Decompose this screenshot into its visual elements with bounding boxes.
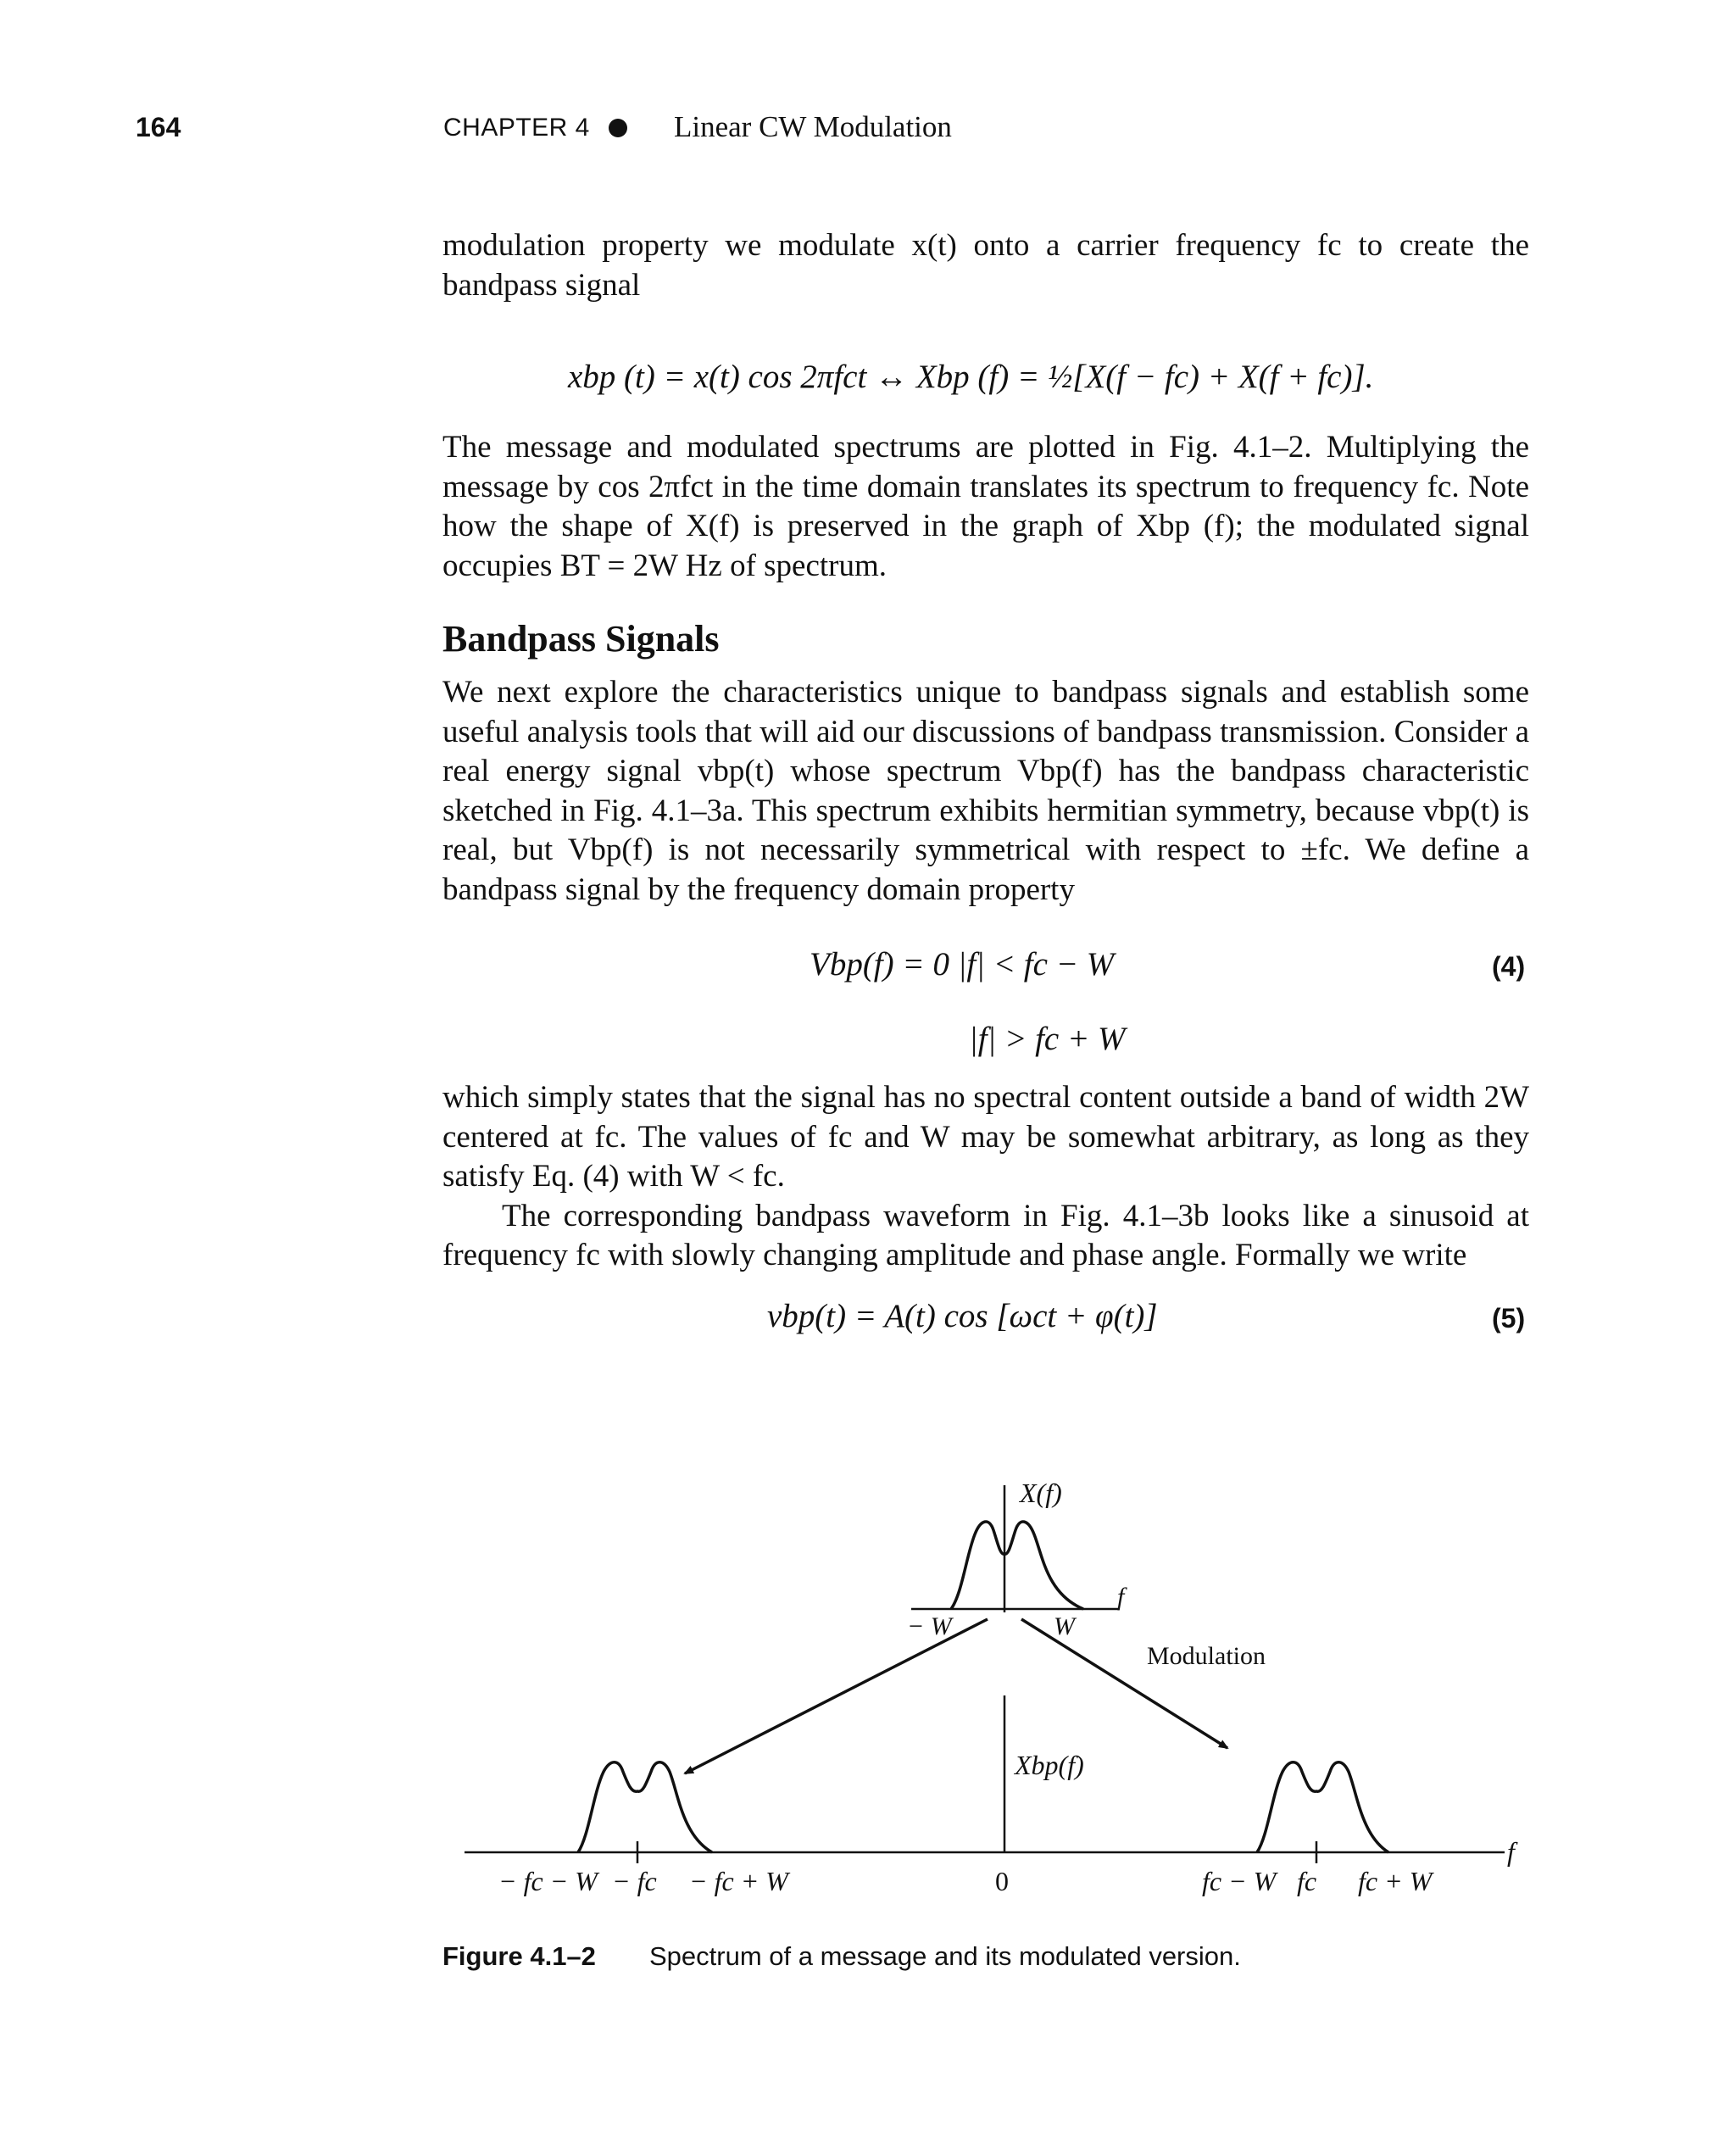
right-bandpass-spectrum-curve <box>1257 1762 1388 1852</box>
chapter-label: CHAPTER 4 <box>443 114 590 142</box>
label-neg-fc: − fc <box>612 1866 657 1896</box>
label-fc-minus-w: fc − W <box>1202 1866 1277 1896</box>
page-number: 164 <box>136 112 181 142</box>
paragraph-text-indented: The corresponding bandpass waveform in Fig. 4.1–3b looks like a sinusoid at frequency fc with slowly changing amplitude and phase angle. Formally we write <box>442 1198 1529 1272</box>
figure-caption-label: Figure 4.1–2 <box>442 1941 596 1971</box>
label-fc-plus-w: fc + W <box>1358 1866 1433 1896</box>
label-neg-fc-minus-w: − fc − W <box>498 1866 598 1896</box>
paragraph-text: The message and modulated spectrums are plotted in Fig. 4.1–2. Multiplying the message by cos 2πfct in the time domain translates its spectrum to frequency fc. Note how the shape of X(f) is preserved in the graph of Xbp (f); the modulated signal occupies BT = 2W Hz of spectrum. <box>442 430 1529 583</box>
paragraph-text: which simply states that the signal has no spectral content outside a band of width 2W centered at fc. The values of fc and W may be somewhat arbitrary, as long as they satisfy Eq. (4) with W < fc. <box>442 1080 1529 1194</box>
equation-4-line1: Vbp(f) = 0 |f| < fc − W <box>810 946 1115 983</box>
top-f-label: f <box>1117 1583 1125 1611</box>
top-pos-w-label: W <box>1054 1612 1075 1640</box>
modulation-arrow-left <box>685 1619 988 1773</box>
paragraph-text: We next explore the characteristics unique to bandpass signals and establish some useful analysis tools that will aid our discussions of bandpass transmission. Consider a real energy signal vbp(t) whose spectrum Vbp(f) has the bandpass characteristic sketched in Fig. 4.1–3a. This spectrum exhibits hermitian symmetry, because vbp(t) is real, but Vbp(f) is not necessarily symmetrical with respect to ±fc. We define a bandpass signal by the frequency domain property <box>442 675 1529 907</box>
top-spectrum-label: X(f) <box>1020 1478 1062 1508</box>
equation-bandpass: xbp (t) = x(t) cos 2πfct ↔ Xbp (f) = ½[X(f − fc) + X(f + fc)]. <box>568 359 1374 395</box>
bottom-spectrum-label: Xbp(f) <box>1015 1750 1084 1780</box>
bottom-f-label: f <box>1507 1836 1515 1867</box>
equation-5: vbp(t) = A(t) cos [ωct + φ(t)] <box>767 1298 1158 1334</box>
modulation-arrow-right <box>1021 1619 1227 1748</box>
message-spectrum-curve <box>951 1522 1083 1609</box>
top-neg-w-label: − W <box>907 1612 952 1640</box>
label-zero: 0 <box>995 1866 1009 1896</box>
left-bandpass-spectrum-curve <box>578 1762 712 1852</box>
modulation-label: Modulation <box>1147 1642 1266 1670</box>
equation-number-4: (4) <box>1492 951 1526 982</box>
label-fc: fc <box>1297 1866 1317 1896</box>
equation-number-5: (5) <box>1492 1303 1526 1333</box>
paragraph-text: modulation property we modulate x(t) onto a carrier frequency fc to create the bandpass signal <box>442 228 1529 303</box>
equation-4-line2: |f| > fc + W <box>969 1021 1126 1057</box>
chapter-title: Linear CW Modulation <box>674 110 952 143</box>
label-neg-fc-plus-w: − fc + W <box>689 1866 788 1896</box>
section-heading: Bandpass Signals <box>442 618 720 660</box>
figure-caption-text: Spectrum of a message and its modulated version. <box>649 1941 1241 1971</box>
